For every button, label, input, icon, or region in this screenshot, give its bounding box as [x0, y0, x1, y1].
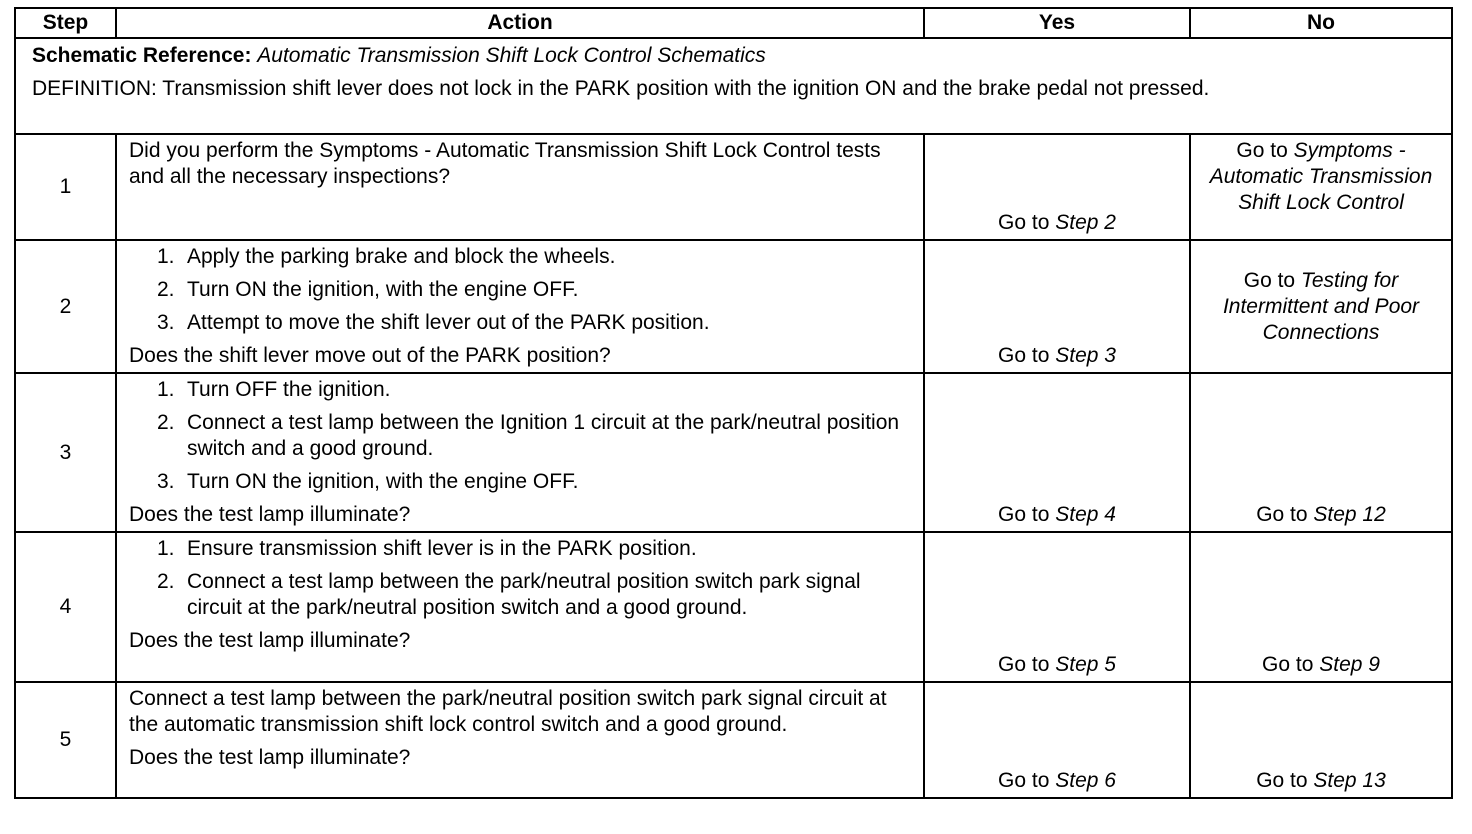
substep-list [129, 244, 917, 336]
no-prefix: Go to [1262, 653, 1320, 676]
step-question: Does the test lamp illuminate? [129, 629, 411, 652]
no-prefix: Go to [1243, 268, 1301, 292]
no-cell [1190, 134, 1452, 240]
step-question: Did you perform the Symptoms - Automatic Transmission Shift Lock Control tests and all the necessary inspections? [129, 139, 881, 188]
substep-item: 2. Turn ON the ignition, with the engine OFF. [157, 278, 579, 301]
table-row [15, 373, 1452, 532]
no-link[interactable]: Symptoms - Automatic Transmission Shift Lock Control [1209, 139, 1433, 214]
step-number: 1 [15, 134, 116, 240]
action-cell [116, 373, 924, 532]
yes-prefix: Go to [998, 344, 1056, 367]
yes-link[interactable]: Step 3 [1055, 344, 1116, 367]
substep-item: 2. Connect a test lamp between the Ignition 1 circuit at the park/neutral position switch and a good ground. [157, 411, 900, 460]
no-cell [1190, 240, 1452, 373]
schematic-reference-link[interactable]: Automatic Transmission Shift Lock Control Schematics [257, 44, 766, 67]
no-prefix: Go to [1256, 769, 1314, 792]
yes-cell [924, 373, 1190, 532]
yes-cell [924, 682, 1190, 798]
substep-list [129, 377, 917, 495]
reference-row [15, 38, 1452, 134]
step-number: 3 [15, 373, 116, 532]
step-question: Does the test lamp illuminate? [129, 503, 411, 526]
definition-text: DEFINITION: Transmission shift lever does not lock in the PARK position with the ignition ON and the brake pedal not pressed. [32, 77, 1210, 100]
yes-link[interactable]: Step 6 [1055, 769, 1116, 792]
table-row [15, 682, 1452, 798]
table-row [15, 134, 1452, 240]
substep-item: 1. Ensure transmission shift lever is in the PARK position. [157, 537, 697, 560]
table-row [15, 532, 1452, 682]
schematic-reference [32, 43, 1437, 69]
yes-cell [924, 134, 1190, 240]
yes-prefix: Go to [998, 503, 1056, 526]
no-link[interactable]: Step 12 [1313, 503, 1386, 526]
step-question: Does the test lamp illuminate? [129, 746, 411, 769]
yes-link[interactable]: Step 5 [1055, 653, 1116, 676]
no-prefix: Go to [1256, 503, 1314, 526]
header-yes: Yes [924, 8, 1190, 38]
action-cell [116, 134, 924, 240]
header-row [15, 8, 1452, 38]
yes-link[interactable]: Step 4 [1055, 503, 1116, 526]
no-link[interactable]: Step 9 [1319, 653, 1380, 676]
action-cell [116, 682, 924, 798]
header-action: Action [116, 8, 924, 38]
yes-prefix: Go to [998, 769, 1056, 792]
header-no: No [1190, 8, 1452, 38]
header-step: Step [15, 8, 116, 38]
step-number: 5 [15, 682, 116, 798]
table-row [15, 240, 1452, 373]
action-cell [116, 240, 924, 373]
substep-item: 3. Attempt to move the shift lever out of the PARK position. [157, 311, 710, 334]
step-number: 4 [15, 532, 116, 682]
yes-cell [924, 532, 1190, 682]
yes-link[interactable]: Step 2 [1055, 211, 1116, 234]
no-prefix: Go to [1236, 139, 1294, 162]
no-cell [1190, 373, 1452, 532]
substep-item: 1. Apply the parking brake and block the wheels. [157, 245, 616, 268]
step-instruction: Connect a test lamp between the park/neutral position switch park signal circuit at the automatic transmission shift lock control switch and a good ground. [129, 687, 887, 736]
action-cell [116, 532, 924, 682]
substep-item: 1. Turn OFF the ignition. [157, 378, 391, 401]
no-cell [1190, 532, 1452, 682]
yes-prefix: Go to [998, 211, 1056, 234]
substep-list [129, 536, 917, 621]
step-number: 2 [15, 240, 116, 373]
substep-item: 2. Connect a test lamp between the park/neutral position switch park signal circuit at the park/neutral position switch and a good ground. [157, 570, 861, 619]
no-cell [1190, 682, 1452, 798]
step-question: Does the shift lever move out of the PARK position? [129, 344, 611, 367]
yes-cell [924, 240, 1190, 373]
substep-item: 3. Turn ON the ignition, with the engine OFF. [157, 470, 579, 493]
diagnostic-table [14, 7, 1453, 799]
no-link[interactable]: Step 13 [1313, 769, 1386, 792]
yes-prefix: Go to [998, 653, 1056, 676]
schematic-reference-label: Schematic Reference: [32, 44, 252, 67]
no-link[interactable]: Testing for Intermittent and Poor Connections [1222, 268, 1420, 344]
reference-cell [15, 38, 1452, 134]
